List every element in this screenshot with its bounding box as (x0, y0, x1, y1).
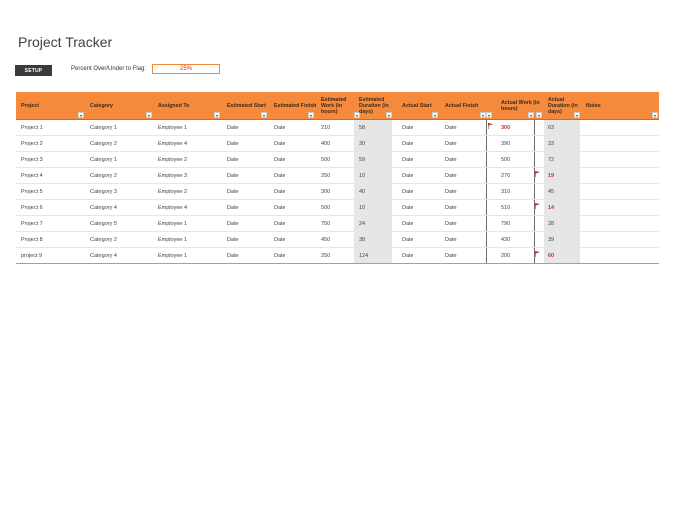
cell-assigned-to[interactable]: Employee 1 (158, 124, 188, 131)
cell-category[interactable]: Category 5 (90, 220, 117, 227)
cell-project[interactable]: Project 4 (21, 172, 43, 179)
cell-actual-duration[interactable]: 45 (548, 188, 555, 195)
project-table (16, 92, 659, 264)
cell-assigned-to[interactable]: Employee 1 (158, 236, 188, 243)
column-header-actual-finish: Actual Finish (445, 102, 479, 109)
cell-estimated-start[interactable]: Date (227, 188, 239, 195)
duration-over-flag-icon (535, 171, 540, 177)
work-separator (486, 248, 487, 263)
cell-actual-start[interactable]: Date (402, 236, 414, 243)
column-header-actual-start: Actual Start (402, 102, 432, 109)
cell-estimated-finish[interactable]: Date (274, 204, 286, 211)
cell-project[interactable]: Project 6 (21, 204, 43, 211)
cell-actual-work[interactable]: 510 (501, 204, 511, 211)
cell-actual-finish[interactable]: Date (445, 236, 457, 243)
cell-project[interactable]: project 9 (21, 252, 43, 259)
cell-notes[interactable] (586, 168, 659, 183)
cell-actual-start[interactable]: Date (402, 220, 414, 227)
flag-threshold-label: Percent Over/Under to Flag: (71, 66, 147, 72)
cell-estimated-finish[interactable]: Date (274, 140, 286, 147)
cell-estimated-duration[interactable]: 59 (359, 156, 366, 163)
setup-button[interactable]: SETUP (15, 65, 52, 76)
cell-actual-start[interactable]: Date (402, 156, 414, 163)
cell-estimated-work[interactable]: 400 (321, 140, 331, 147)
column-header-category: Category (90, 102, 113, 109)
cell-category[interactable]: Category 4 (90, 204, 117, 211)
cell-project[interactable]: Project 8 (21, 236, 43, 243)
work-separator (486, 184, 487, 199)
filter-dropdown-estimated-finish-icon[interactable]: ▾ (309, 112, 312, 118)
cell-estimated-start[interactable]: Date (227, 204, 239, 211)
cell-estimated-start[interactable]: Date (227, 156, 239, 163)
column-header-assigned-to: Assigned To (158, 102, 190, 109)
cell-actual-work[interactable]: 276 (501, 172, 511, 179)
cell-assigned-to[interactable]: Employee 1 (158, 252, 188, 259)
cell-estimated-start[interactable]: Date (227, 172, 239, 179)
cell-actual-finish[interactable]: Date (445, 140, 457, 147)
column-header-estimated-duration: Estimated Duration (in days) (359, 96, 389, 115)
duration-separator (534, 200, 535, 215)
cell-estimated-finish[interactable]: Date (274, 172, 286, 179)
cell-notes[interactable] (586, 248, 659, 263)
duration-separator (534, 232, 535, 247)
cell-category[interactable]: Category 2 (90, 140, 117, 147)
page-title: Project Tracker (18, 34, 113, 50)
table-row (16, 120, 659, 136)
column-header-actual-work: Actual Work (in hours) (501, 99, 540, 112)
filter-dropdown-actual-start-icon[interactable]: ▾ (433, 112, 436, 118)
cell-assigned-to[interactable]: Employee 4 (158, 140, 188, 147)
cell-estimated-duration[interactable]: 10 (359, 172, 366, 179)
cell-assigned-to[interactable]: Employee 2 (158, 188, 188, 195)
filter-dropdown-actual-work-icon[interactable]: ▾ (529, 112, 532, 118)
cell-notes[interactable] (586, 216, 659, 231)
cell-category[interactable]: Category 2 (90, 172, 117, 179)
cell-actual-start[interactable]: Date (402, 172, 414, 179)
filter-dropdown-notes-icon[interactable]: ▾ (653, 112, 656, 118)
cell-estimated-duration[interactable]: 10 (359, 204, 366, 211)
duration-separator (534, 184, 535, 199)
cell-category[interactable]: Category 2 (90, 236, 117, 243)
table-row (16, 136, 659, 152)
duration-over-flag-icon (535, 203, 540, 209)
filter-dropdown-actual-duration-flag-icon[interactable]: ▾ (537, 112, 540, 118)
cell-estimated-finish[interactable]: Date (274, 188, 286, 195)
table-row (16, 248, 659, 264)
cell-category[interactable]: Category 4 (90, 252, 117, 259)
cell-actual-work[interactable]: 310 (501, 188, 511, 195)
column-header-notes: Notes (586, 102, 601, 109)
cell-actual-start[interactable]: Date (402, 252, 414, 259)
cell-estimated-work[interactable]: 210 (321, 124, 331, 131)
work-separator (486, 200, 487, 215)
cell-notes[interactable] (586, 200, 659, 215)
cell-category[interactable]: Category 1 (90, 124, 117, 131)
cell-actual-duration[interactable]: 28 (548, 220, 555, 227)
filter-dropdown-category-icon[interactable]: ▾ (147, 112, 150, 118)
cell-project[interactable]: Project 1 (21, 124, 43, 131)
table-row (16, 152, 659, 168)
cell-estimated-work[interactable]: 250 (321, 252, 331, 259)
cell-project[interactable]: Project 2 (21, 140, 43, 147)
duration-over-flag-icon (535, 251, 540, 257)
cell-actual-start[interactable]: Date (402, 188, 414, 195)
cell-actual-start[interactable]: Date (402, 140, 414, 147)
cell-actual-work[interactable]: 300 (501, 124, 511, 131)
cell-notes[interactable] (586, 120, 659, 135)
work-separator (486, 216, 487, 231)
table-row (16, 184, 659, 200)
cell-actual-duration[interactable]: 63 (548, 124, 555, 131)
cell-actual-finish[interactable]: Date (445, 220, 457, 227)
cell-notes[interactable] (586, 184, 659, 199)
filter-dropdown-assigned-to-icon[interactable]: ▾ (215, 112, 218, 118)
duration-separator (534, 152, 535, 167)
cell-estimated-work[interactable]: 750 (321, 220, 331, 227)
cell-actual-work[interactable]: 430 (501, 236, 511, 243)
filter-dropdown-estimated-duration-icon[interactable]: ▾ (387, 112, 390, 118)
cell-actual-work[interactable]: 790 (501, 220, 511, 227)
cell-category[interactable]: Category 3 (90, 188, 117, 195)
filter-dropdown-actual-work-flag-icon[interactable]: ▾ (487, 112, 490, 118)
duration-separator (534, 168, 535, 183)
cell-actual-start[interactable]: Date (402, 204, 414, 211)
table-row (16, 216, 659, 232)
table-row (16, 232, 659, 248)
column-header-estimated-finish: Estimated Finish (274, 102, 317, 109)
cell-estimated-start[interactable]: Date (227, 220, 239, 227)
cell-estimated-duration[interactable]: 40 (359, 188, 366, 195)
cell-estimated-start[interactable]: Date (227, 140, 239, 147)
cell-notes[interactable] (586, 152, 659, 167)
cell-actual-duration[interactable]: 72 (548, 156, 555, 163)
table-row (16, 168, 659, 184)
filter-dropdown-actual-duration-icon[interactable]: ▾ (575, 112, 578, 118)
cell-assigned-to[interactable]: Employee 4 (158, 204, 188, 211)
cell-project[interactable]: Project 5 (21, 188, 43, 195)
cell-actual-duration[interactable]: 14 (548, 204, 555, 211)
cell-estimated-work[interactable]: 500 (321, 156, 331, 163)
cell-notes[interactable] (586, 232, 659, 247)
cell-estimated-start[interactable]: Date (227, 252, 239, 259)
filter-dropdown-estimated-start-icon[interactable]: ▾ (262, 112, 265, 118)
cell-estimated-duration[interactable]: 38 (359, 236, 366, 243)
cell-actual-finish[interactable]: Date (445, 252, 457, 259)
cell-actual-start[interactable]: Date (402, 124, 414, 131)
column-header-estimated-work: Estimated Work (in hours) (321, 96, 347, 115)
cell-estimated-finish[interactable]: Date (274, 236, 286, 243)
cell-estimated-duration[interactable]: 58 (359, 124, 366, 131)
work-over-flag-icon (488, 123, 493, 129)
cell-assigned-to[interactable]: Employee 2 (158, 156, 188, 163)
cell-estimated-duration[interactable]: 124 (359, 252, 369, 259)
cell-actual-finish[interactable]: Date (445, 156, 457, 163)
cell-actual-finish[interactable]: Date (445, 204, 457, 211)
filter-dropdown-project-icon[interactable]: ▾ (79, 112, 82, 118)
cell-actual-finish[interactable]: Date (445, 172, 457, 179)
cell-actual-duration[interactable]: 33 (548, 140, 555, 147)
cell-estimated-work[interactable]: 300 (321, 188, 331, 195)
cell-estimated-finish[interactable]: Date (274, 156, 286, 163)
cell-actual-finish[interactable]: Date (445, 124, 457, 131)
cell-project[interactable]: Project 3 (21, 156, 43, 163)
cell-estimated-duration[interactable]: 30 (359, 140, 366, 147)
work-separator (486, 168, 487, 183)
cell-assigned-to[interactable]: Employee 1 (158, 220, 188, 227)
cell-notes[interactable] (586, 136, 659, 151)
cell-actual-work[interactable]: 200 (501, 252, 511, 259)
cell-estimated-duration[interactable]: 24 (359, 220, 366, 227)
filter-dropdown-estimated-work-icon[interactable]: ▾ (355, 112, 358, 118)
cell-estimated-start[interactable]: Date (227, 124, 239, 131)
flag-threshold-input[interactable]: 25% (152, 64, 220, 74)
work-separator (486, 152, 487, 167)
table-header-row (16, 92, 659, 120)
filter-dropdown-actual-finish-icon[interactable]: ▾ (481, 112, 484, 118)
cell-estimated-work[interactable]: 250 (321, 172, 331, 179)
duration-separator (534, 216, 535, 231)
cell-actual-finish[interactable]: Date (445, 188, 457, 195)
work-separator (486, 232, 487, 247)
cell-actual-work[interactable]: 390 (501, 140, 511, 147)
cell-project[interactable]: Project 7 (21, 220, 43, 227)
cell-estimated-finish[interactable]: Date (274, 124, 286, 131)
cell-category[interactable]: Category 1 (90, 156, 117, 163)
table-row (16, 200, 659, 216)
cell-actual-duration[interactable]: 39 (548, 236, 555, 243)
cell-estimated-work[interactable]: 500 (321, 204, 331, 211)
column-header-estimated-start: Estimated Start (227, 102, 266, 109)
cell-estimated-work[interactable]: 450 (321, 236, 331, 243)
cell-actual-duration[interactable]: 19 (548, 172, 555, 179)
cell-estimated-finish[interactable]: Date (274, 252, 286, 259)
work-separator (486, 136, 487, 151)
cell-estimated-start[interactable]: Date (227, 236, 239, 243)
duration-separator (534, 136, 535, 151)
cell-assigned-to[interactable]: Employee 3 (158, 172, 188, 179)
duration-separator (534, 248, 535, 263)
cell-estimated-finish[interactable]: Date (274, 220, 286, 227)
duration-separator (534, 120, 535, 135)
work-separator (486, 120, 487, 135)
cell-actual-duration[interactable]: 60 (548, 252, 555, 259)
column-header-actual-duration: Actual Duration (in days) (548, 96, 578, 115)
cell-actual-work[interactable]: 500 (501, 156, 511, 163)
column-header-project: Project (21, 102, 39, 109)
